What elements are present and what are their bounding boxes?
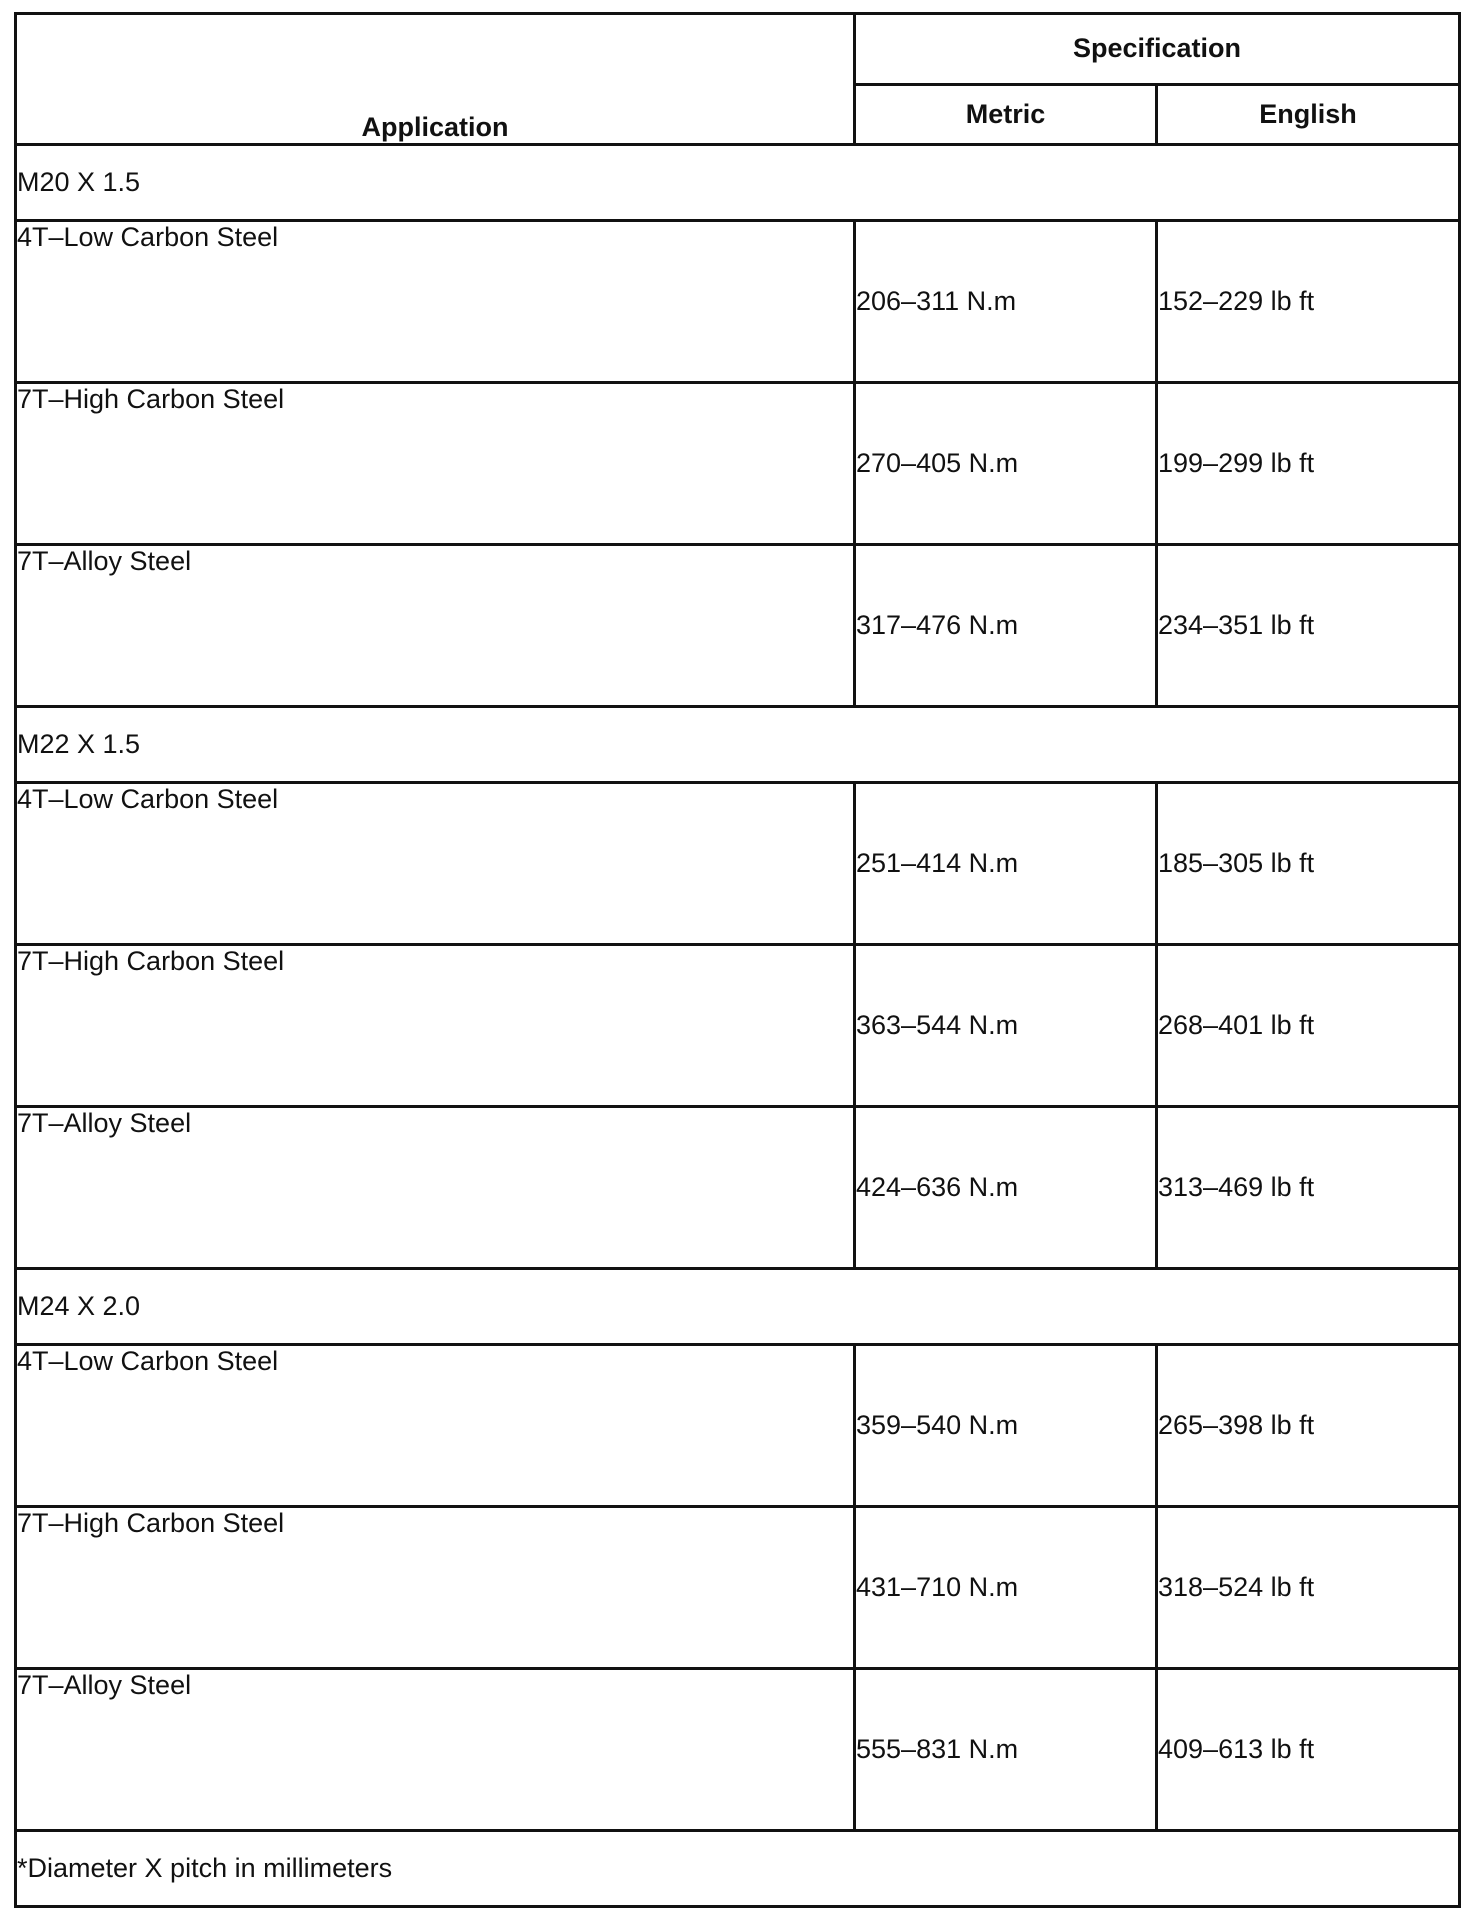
english-cell: 152–229 lb ft — [1157, 221, 1460, 383]
header-metric: Metric — [855, 84, 1157, 144]
header-english: English — [1157, 84, 1460, 144]
torque-spec-table — [14, 12, 1461, 1908]
application-cell: 7T–Alloy Steel — [16, 1107, 855, 1269]
group-label: M22 X 1.5 — [16, 707, 1460, 783]
application-cell: 4T–Low Carbon Steel — [16, 783, 855, 945]
table-row — [16, 1107, 1460, 1269]
header-row-top — [16, 14, 1460, 85]
metric-cell: 363–544 N.m — [855, 945, 1157, 1107]
group-row — [16, 707, 1460, 783]
metric-cell: 555–831 N.m — [855, 1669, 1157, 1831]
metric-cell: 206–311 N.m — [855, 221, 1157, 383]
english-cell: 318–524 lb ft — [1157, 1507, 1460, 1669]
group-label: M20 X 1.5 — [16, 145, 1460, 221]
metric-cell: 424–636 N.m — [855, 1107, 1157, 1269]
metric-cell: 251–414 N.m — [855, 783, 1157, 945]
english-cell: 199–299 lb ft — [1157, 383, 1460, 545]
footnote: *Diameter X pitch in millimeters — [16, 1831, 1460, 1907]
group-row — [16, 145, 1460, 221]
metric-cell: 431–710 N.m — [855, 1507, 1157, 1669]
english-cell: 234–351 lb ft — [1157, 545, 1460, 707]
english-cell: 185–305 lb ft — [1157, 783, 1460, 945]
application-cell: 7T–High Carbon Steel — [16, 945, 855, 1107]
table-row — [16, 783, 1460, 945]
application-cell: 4T–Low Carbon Steel — [16, 1345, 855, 1507]
metric-cell: 270–405 N.m — [855, 383, 1157, 545]
table-row — [16, 945, 1460, 1107]
application-cell: 7T–High Carbon Steel — [16, 383, 855, 545]
group-row — [16, 1269, 1460, 1345]
english-cell: 313–469 lb ft — [1157, 1107, 1460, 1269]
table-row — [16, 1507, 1460, 1669]
english-cell: 268–401 lb ft — [1157, 945, 1460, 1107]
footnote-row — [16, 1831, 1460, 1907]
table-row — [16, 1669, 1460, 1831]
application-cell: 7T–High Carbon Steel — [16, 1507, 855, 1669]
application-cell: 7T–Alloy Steel — [16, 545, 855, 707]
english-cell: 409–613 lb ft — [1157, 1669, 1460, 1831]
table-row — [16, 545, 1460, 707]
table-row — [16, 383, 1460, 545]
table-row — [16, 1345, 1460, 1507]
metric-cell: 359–540 N.m — [855, 1345, 1157, 1507]
application-cell: 7T–Alloy Steel — [16, 1669, 855, 1831]
header-specification: Specification — [855, 14, 1460, 85]
header-application: Application — [16, 14, 855, 145]
group-label: M24 X 2.0 — [16, 1269, 1460, 1345]
metric-cell: 317–476 N.m — [855, 545, 1157, 707]
table-row — [16, 221, 1460, 383]
english-cell: 265–398 lb ft — [1157, 1345, 1460, 1507]
application-cell: 4T–Low Carbon Steel — [16, 221, 855, 383]
